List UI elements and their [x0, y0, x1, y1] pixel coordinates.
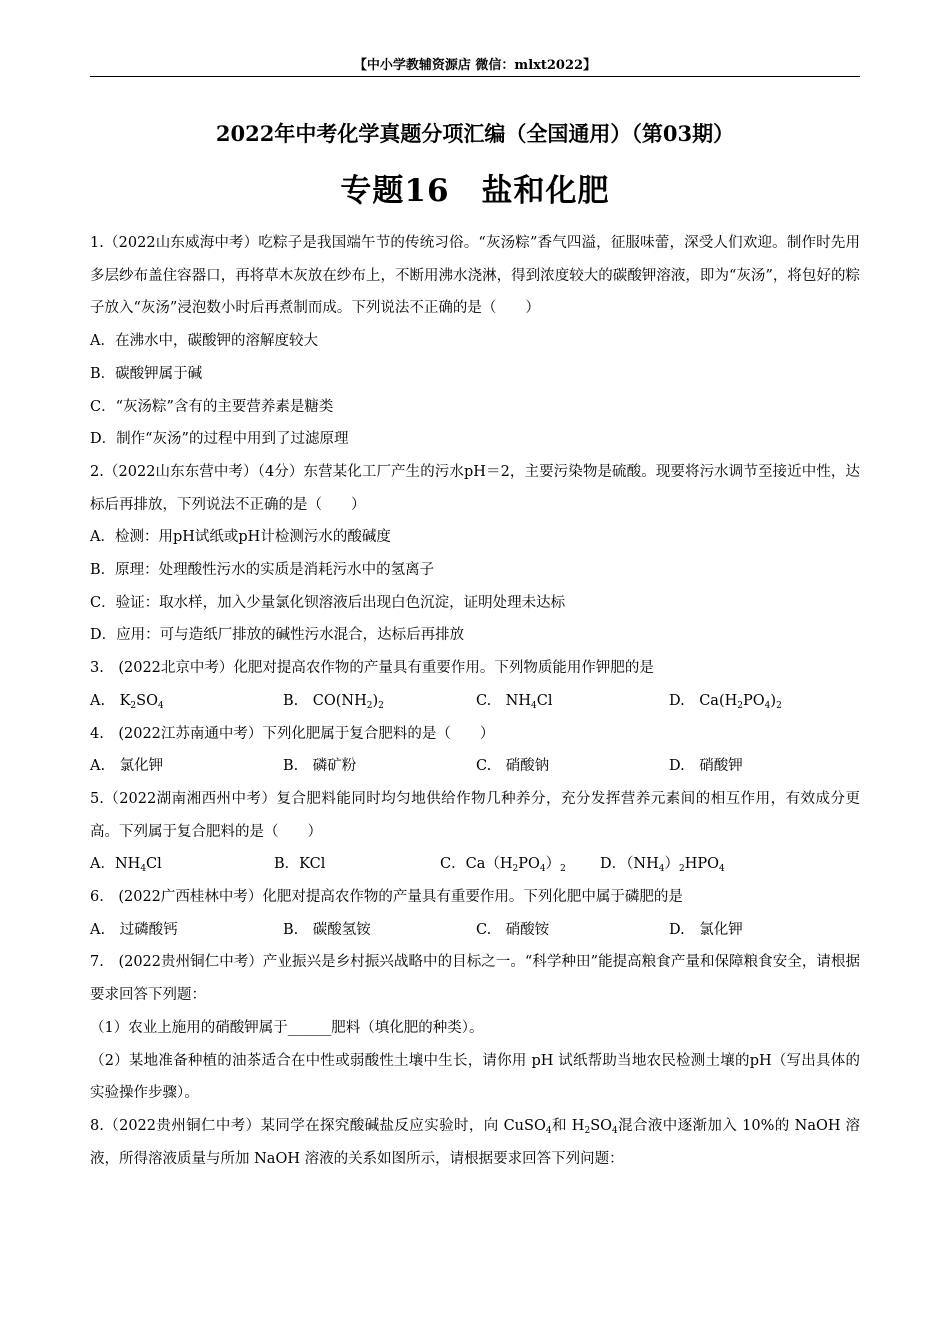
question-6-option-b: B. 碳酸氢铵	[283, 921, 371, 938]
question-5-options	[90, 848, 860, 881]
question-1-option-a: A．在沸水中，碳酸钾的溶解度较大	[90, 333, 318, 350]
question-5	[90, 783, 860, 881]
question-6-option-c: C. 硝酸铵	[476, 921, 550, 938]
header-divider	[90, 76, 860, 77]
question-5-stem: 5.（2022湖南湘西州中考）复合肥料能同时均匀地供给作物几种养分，充分发挥营养元素间的相互作用，有效成分更高。下列属于复合肥料的是（ ）	[90, 790, 860, 840]
question-3-option-a: A. $K_2SO_4$	[90, 692, 164, 711]
document-title: 2022年中考化学真题分项汇编（全国通用）（第03期）	[215, 121, 735, 146]
question-6-option-d: D. 氯化钾	[669, 921, 743, 938]
page-header: 【中小学教辅资源店 微信：mlxt2022】	[353, 58, 597, 73]
question-2-option-c: C．验证：取水样，加入少量氯化钡溶液后出现白色沉淀，证明处理未达标	[90, 594, 566, 611]
question-2	[90, 456, 860, 652]
question-7-part-1: （1）农业上施用的硝酸钾属于______肥料（填化肥的种类）。	[90, 1019, 484, 1036]
question-1-option-c: C．“灰汤粽”含有的主要营养素是糖类	[90, 398, 334, 415]
question-6-options	[90, 914, 860, 947]
question-5-option-a: A．$NH_4Cl$	[90, 856, 162, 875]
question-8	[90, 1110, 860, 1175]
question-3-option-b: B. $CO(NH_2)_2$	[283, 692, 384, 711]
question-1-option-b: B．碳酸钾属于碱	[90, 365, 203, 382]
question-6	[90, 881, 860, 946]
question-4	[90, 718, 860, 783]
question-7-stem: 7. (2022贵州铜仁中考）产业振兴是乡村振兴战略中的目标之一。“科学种田”能提高粮食产量和保障粮食安全，请根据要求回答下列题：	[90, 954, 860, 1004]
question-4-option-c: C. 硝酸钠	[476, 758, 550, 775]
question-3-options	[90, 685, 860, 718]
question-5-option-b: B．KCl	[274, 856, 326, 873]
document-subtitle: 专题16 盐和化肥	[340, 173, 610, 209]
question-1-option-d: D．制作“灰汤”的过程中用到了过滤原理	[90, 431, 349, 448]
question-5-option-d: D．$(NH_4)_2HPO_4$	[600, 856, 725, 875]
question-4-option-d: D. 硝酸钾	[669, 758, 743, 775]
question-2-option-d: D．应用：可与造纸厂排放的碱性污水混合，达标后再排放	[90, 627, 465, 644]
question-1	[90, 227, 860, 456]
question-5-option-c: C．$Ca(H_2PO_4)_2$	[440, 856, 566, 875]
question-7	[90, 946, 860, 1110]
question-6-stem: 6. (2022广西桂林中考）化肥对提高农作物的产量具有重要作用。下列化肥中属于磷肥的是	[90, 889, 683, 906]
question-6-option-a: A. 过磷酸钙	[90, 921, 178, 938]
question-2-stem: 2.（2022山东东营中考）（4分）东营某化工厂产生的污水pH＝2，主要污染物是硫酸。现要将污水调节至接近中性，达标后再排放，下列说法不正确的是（ ）	[90, 463, 860, 513]
question-3-stem: 3. (2022北京中考）化肥对提高农作物的产量具有重要作用。下列物质能用作钾肥的是	[90, 660, 654, 677]
question-1-stem: 1.（2022山东威海中考）吃粽子是我国端午节的传统习俗。“灰汤粽”香气四溢，征服味蕾，深受人们欢迎。制作时先用多层纱布盖住容器口，再将草木灰放在纱布上，不断用沸水浇淋，得到浓度较大的碳酸钾溶液，即为“灰汤”，将包好的粽子放入“灰汤”浸泡数小时后再煮制而成。下列说法不正确的是（ ）	[90, 235, 860, 317]
question-4-options	[90, 750, 860, 783]
question-4-option-a: A. 氯化钾	[90, 758, 164, 775]
question-4-stem: 4. (2022江苏南通中考）下列化肥属于复合肥料的是（ ）	[90, 725, 495, 742]
question-2-option-b: B．原理：处理酸性污水的实质是消耗污水中的氢离子	[90, 562, 435, 579]
question-3-option-c: C. $NH_4Cl$	[476, 692, 553, 711]
question-2-option-a: A．检测：用pH试纸或pH计检测污水的酸碱度	[90, 529, 391, 546]
question-7-part-2: （2）某地准备种植的油茶适合在中性或弱酸性土壤中生长，请你用 pH 试纸帮助当地农民检测土壤的pH（写出具体的实验操作步骤）。	[90, 1052, 860, 1102]
question-8-stem: 8.（2022贵州铜仁中考）某同学在探究酸碱盐反应实验时，向 CuSO$_4$和 $H_2SO_4$混合液中逐渐加入 10%的 NaOH 溶液，所得溶液质量与所加 NaOH 溶液的关系如图所示，请根据要求回答下列问题：	[90, 1117, 860, 1167]
question-list	[90, 227, 860, 1175]
question-4-option-b: B. 磷矿粉	[283, 758, 357, 775]
question-3	[90, 652, 860, 717]
question-3-option-d: D. $Ca(H_2PO_4)_2$	[669, 692, 782, 711]
